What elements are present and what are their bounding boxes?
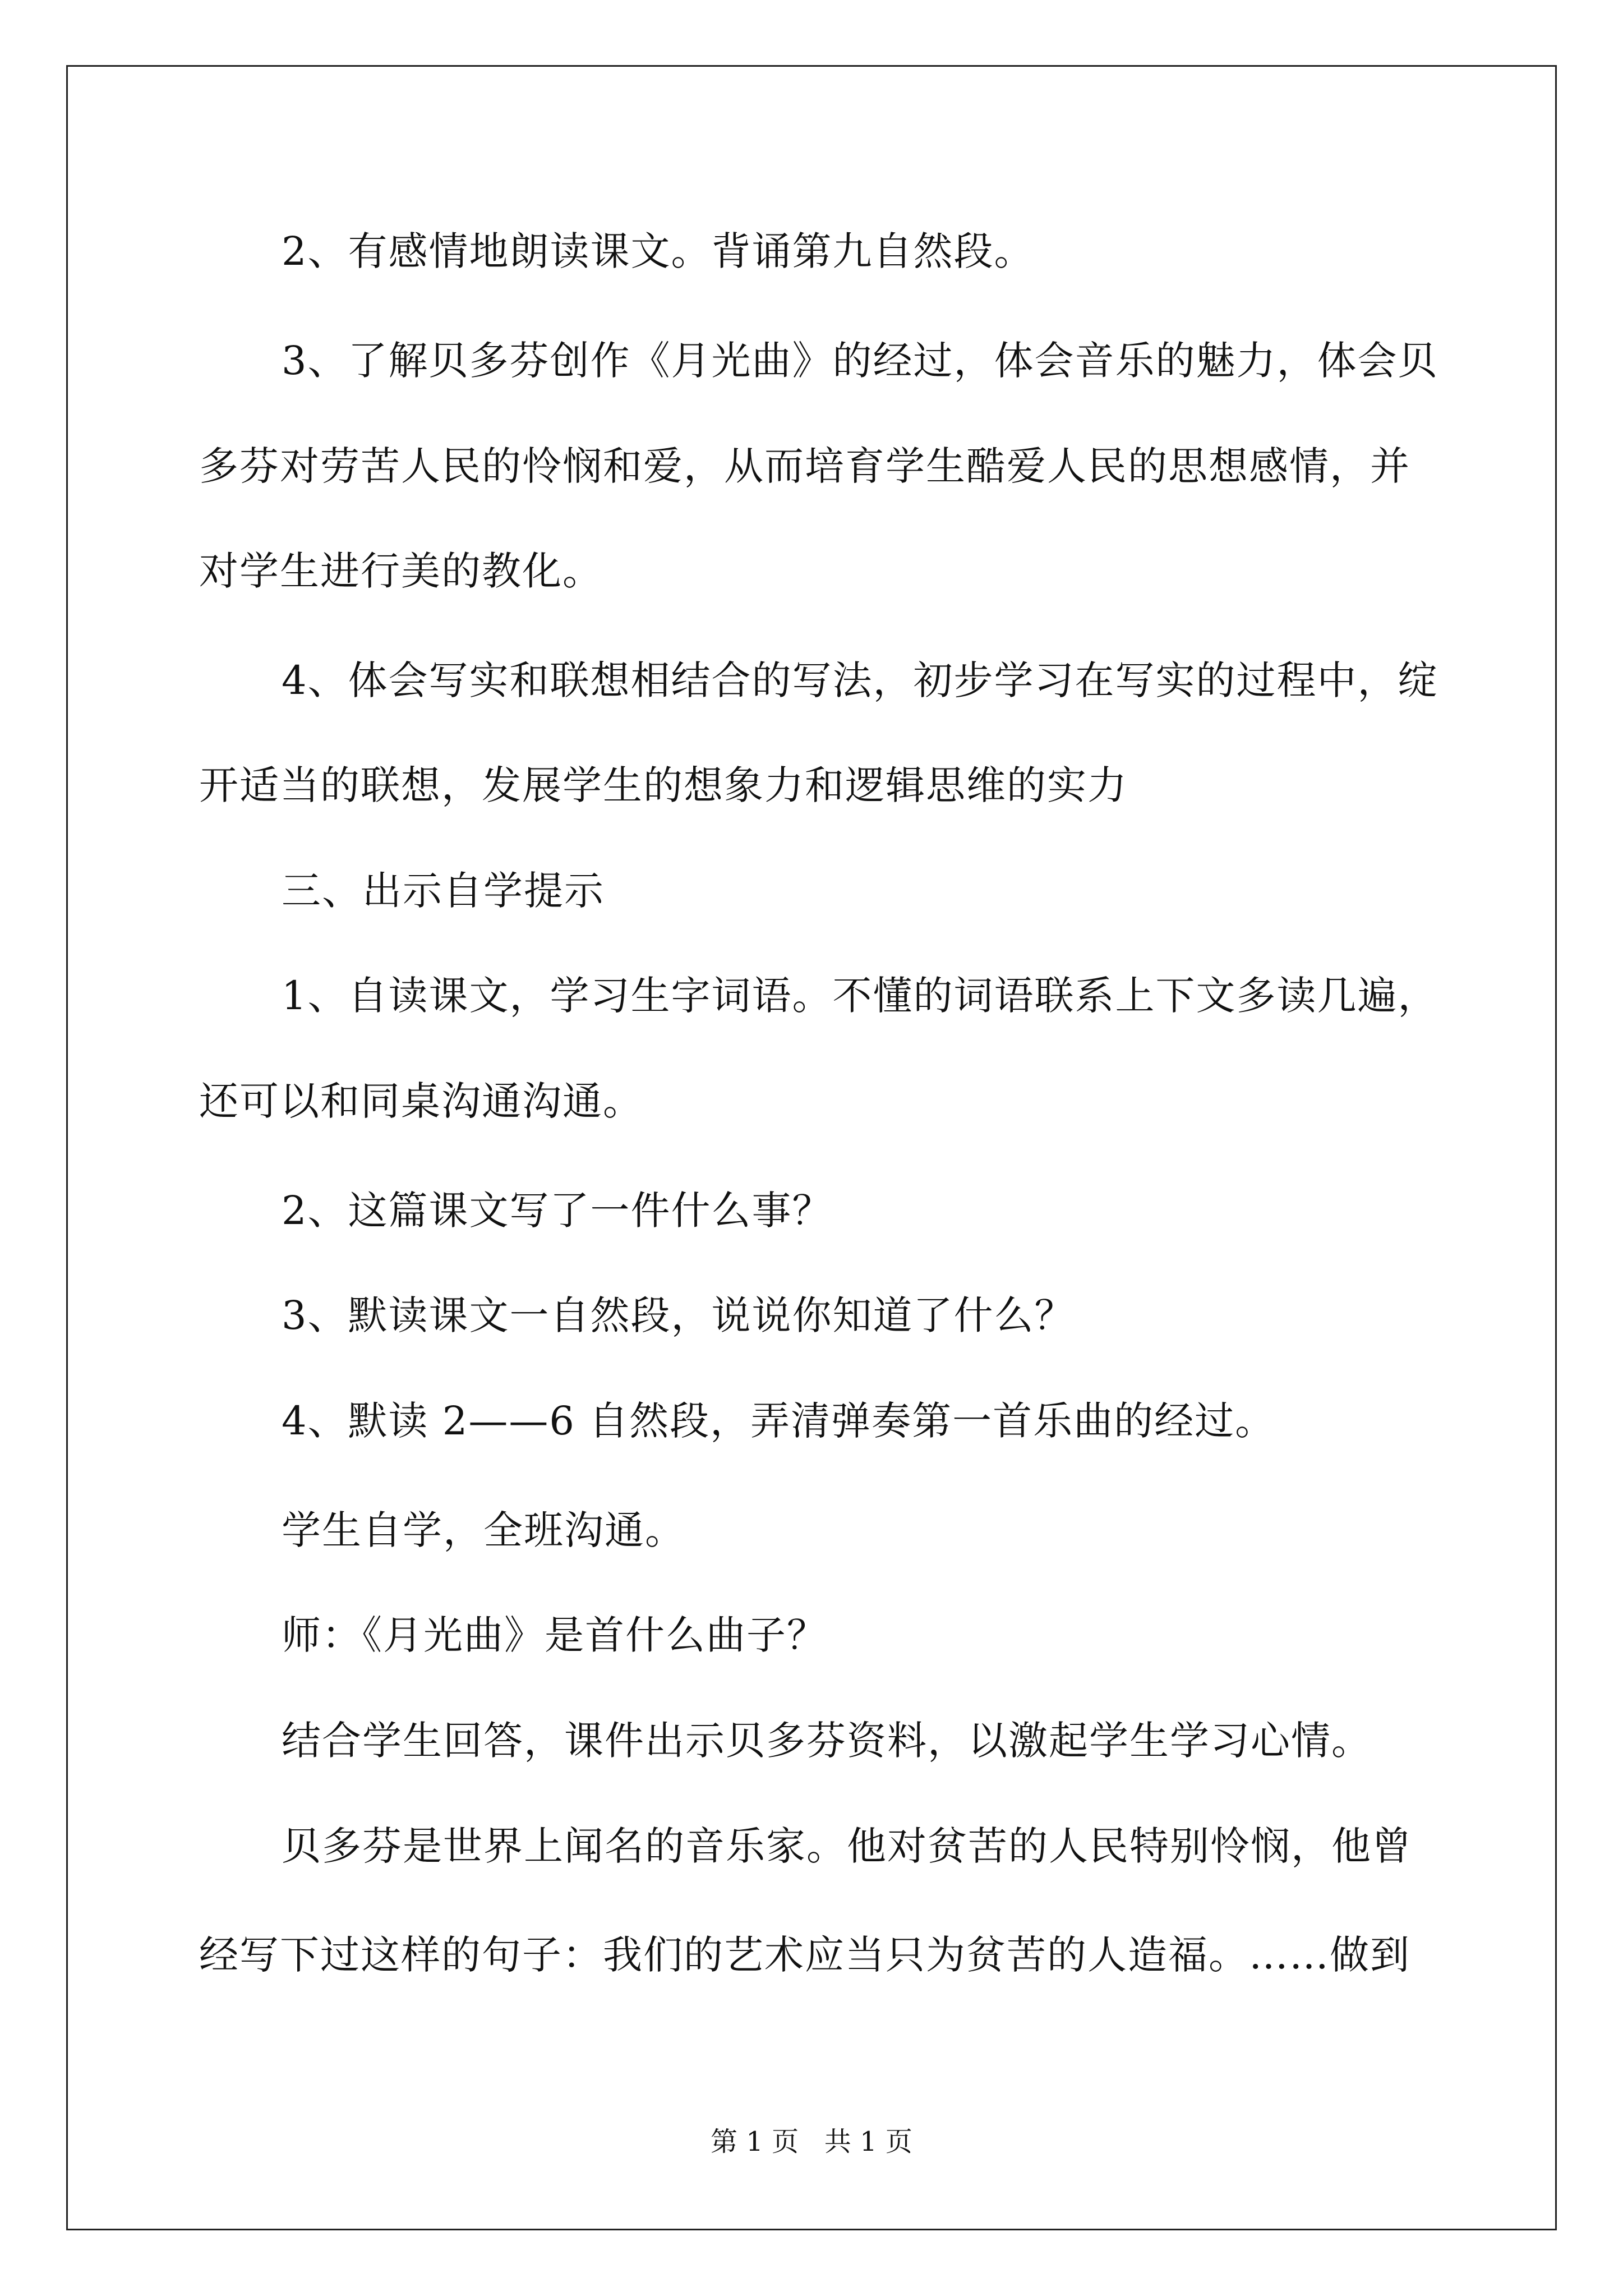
paragraph-objective-3-line-2: 多芬对劳苦人民的怜悯和爱，从而培育学生酷爱人民的思想感情，并 xyxy=(199,443,1410,489)
prompt-2: 2、这篇课文写了一件什么事？ xyxy=(282,1188,833,1234)
prompt-1-line-1: 1、自读课文，学习生字词语。不懂的词语联系上下文多读几遍， xyxy=(282,973,1438,1019)
section-heading: 三、出示自学提示 xyxy=(282,868,605,914)
paragraph-beethoven-line-2: 经写下过这样的句子：我们的艺术应当只为贫苦的人造福。……做到 xyxy=(199,1932,1410,1978)
paragraph-objective-3-line-3: 对学生进行美的教化。 xyxy=(199,548,603,594)
paragraph-objective-2: 2、有感情地朗读课文。背诵第九自然段。 xyxy=(282,228,1035,274)
prompt-4: 4、默读 2——6 自然段，弄清弹奏第一首乐曲的经过。 xyxy=(282,1398,1276,1444)
paragraph-courseware: 结合学生回答，课件出示贝多芬资料，以激起学生学习心情。 xyxy=(282,1718,1372,1764)
paragraph-beethoven-line-1: 贝多芬是世界上闻名的音乐家。他对贫苦的人民特别怜悯，他曾 xyxy=(282,1823,1412,1869)
page-border xyxy=(66,65,1557,2230)
paragraph-objective-4-line-1: 4、体会写实和联想相结合的写法，初步学习在写实的过程中，绽 xyxy=(282,657,1438,703)
paragraph-self-study: 学生自学，全班沟通。 xyxy=(282,1507,685,1553)
page-number-footer: 第 1 页 共 1 页 xyxy=(711,2126,912,2157)
paragraph-teacher-question: 师：《月光曲》是首什么曲子？ xyxy=(282,1612,827,1658)
prompt-3: 3、默读课文一自然段，说说你知道了什么？ xyxy=(282,1292,1075,1338)
paragraph-objective-3-line-1: 3、了解贝多芬创作《月光曲》的经过，体会音乐的魅力，体会贝 xyxy=(282,338,1438,384)
prompt-1-line-2: 还可以和同桌沟通沟通。 xyxy=(199,1078,643,1124)
paragraph-objective-4-line-2: 开适当的联想，发展学生的想象力和逻辑思维的实力 xyxy=(199,762,1128,808)
